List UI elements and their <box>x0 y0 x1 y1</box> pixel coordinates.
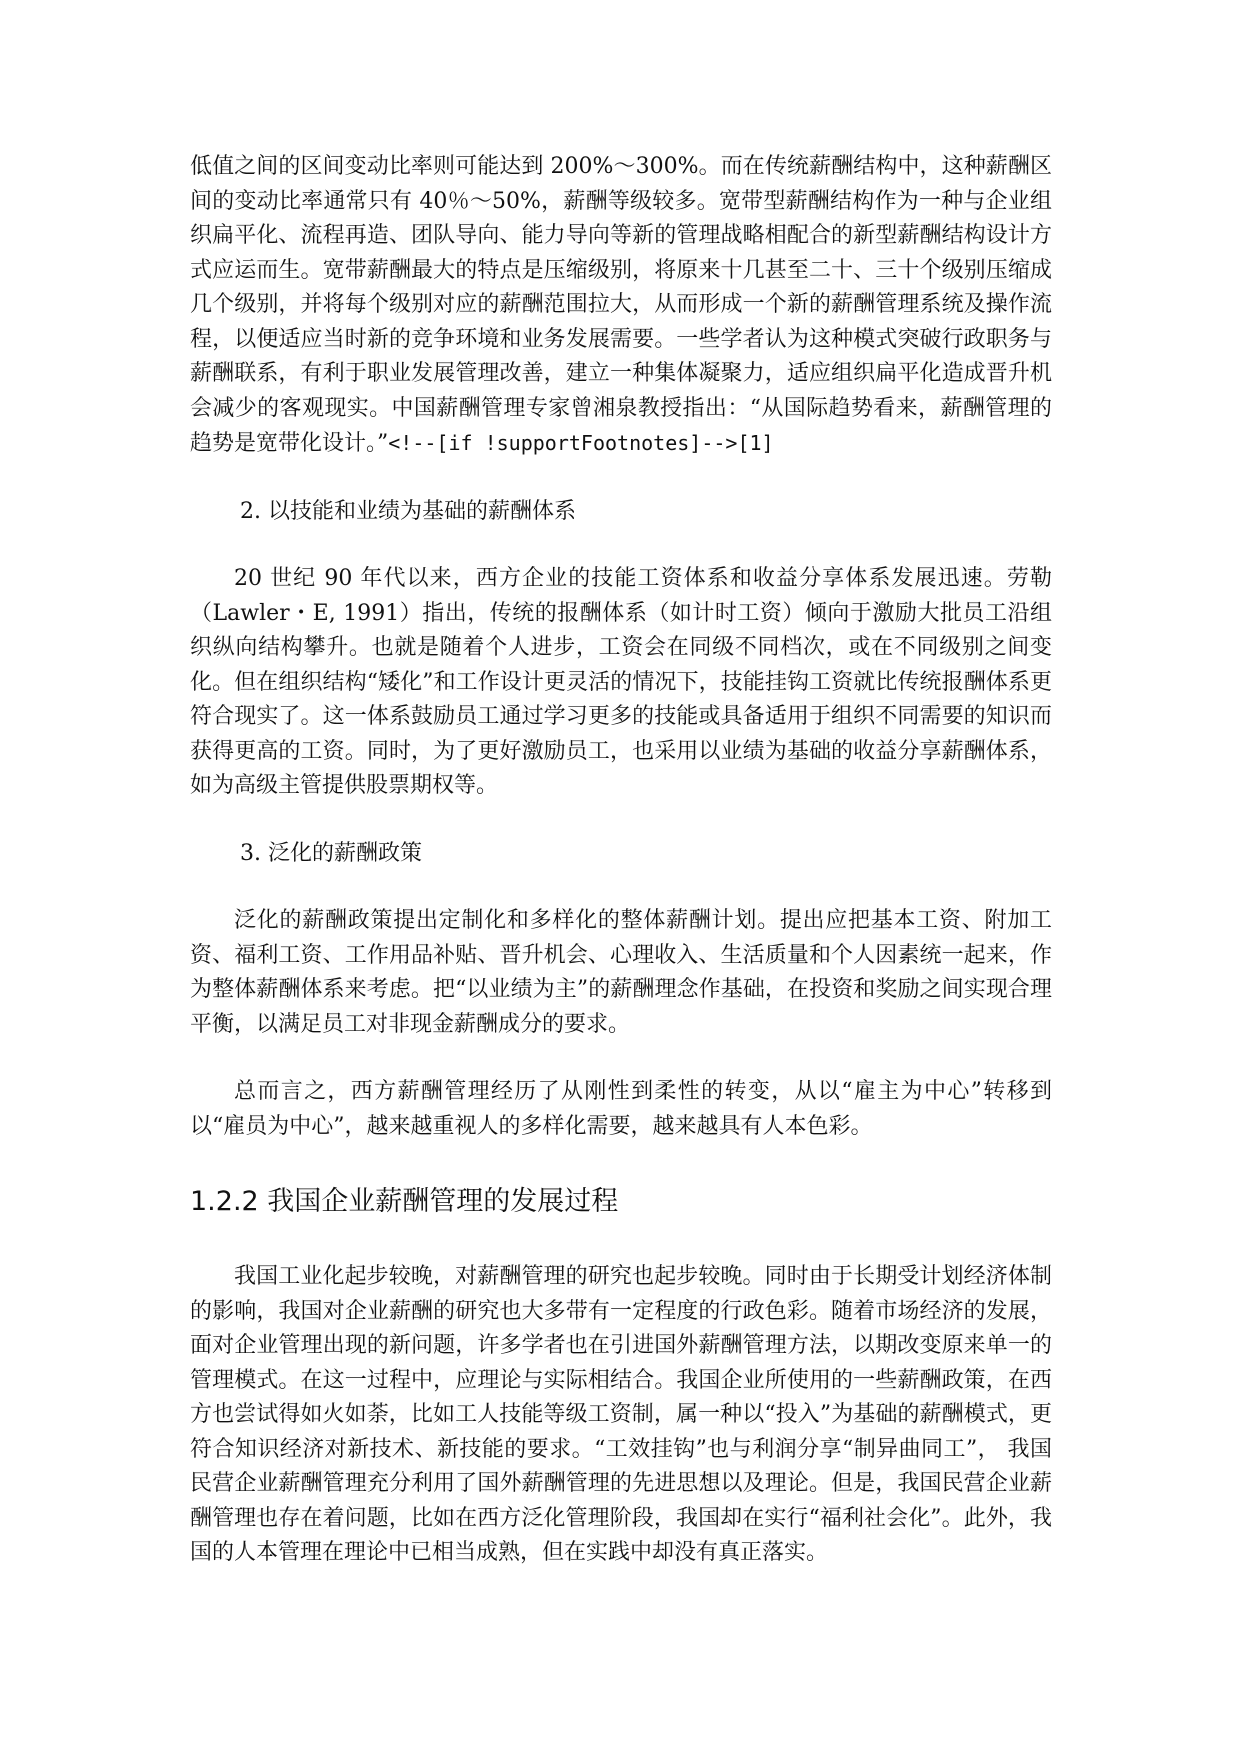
section-title: 1.2.2 我国企业薪酬管理的发展过程 <box>190 1186 619 1217</box>
document-body <box>190 150 1052 1571</box>
paragraph-generalized-policy: 泛化的薪酬政策提出定制化和多样化的整体薪酬计划。提出应把基本工资、附加工资、福利工资、工作用品补贴、晋升机会、心理收入、生活质量和个人因素统一起来，作为整体薪酬体系来考虑。把“以业绩为主”的薪酬理念作基础，在投资和奖励之间实现合理平衡，以满足员工对非现金薪酬成分的要求。 <box>190 908 1052 1037</box>
paragraph-skill-performance: 20 世纪 90 年代以来，西方企业的技能工资体系和收益分享体系发展迅速。劳勒（Lawler・E, 1991）指出，传统的报酬体系（如计时工资）倾向于激励大批员工沿组织纵向结构攀升。也就是随着个人进步，工资会在同级不同档次，或在不同级别之间变化。但在组织结构“矮化”和工作设计更灵活的情况下，技能挂钩工资就比传统报酬体系更符合现实了。这一体系鼓励员工通过学习更多的技能或具备适用于组织不同需要的知识而获得更高的工资。同时，为了更好激励员工，也采用以业绩为基础的收益分享薪酬体系，如为高级主管提供股票期权等。 <box>190 566 1052 798</box>
subheading-generalized-policy: 3. 泛化的薪酬政策 <box>240 840 422 866</box>
subheading-skill-performance: 2. 以技能和业绩为基础的薪酬体系 <box>240 498 576 524</box>
paragraph-text: 低值之间的区间变动比率则可能达到 200%～300%。而在传统薪酬结构中，这种薪酬区间的变动比率通常只有 40％～50%，薪酬等级较多。宽带型薪酬结构作为一种与企业组织扁平化、流程再造、团队导向、能力导向等新的管理战略相配合的新型薪酬结构设计方式应运而生。宽带薪酬最大的特点是压缩级别，将原来十几甚至二十、三十个级别压缩成几个级别，并将每个级别对应的薪酬范围拉大，从而形成一个新的薪酬管理系统及操作流程，以便适应当时新的竞争环境和业务发展需要。一些学者认为这种模式突破行政职务与薪酬联系，有利于职业发展管理改善，建立一种集体凝聚力，适应组织扁平化造成晋升机会减少的客观现实。中国薪酬管理专家曾湘泉教授指出：“从国际趋势看来，薪酬管理的趋势是宽带化设计。” <box>190 154 1052 456</box>
paragraph-broadband-salary <box>190 150 1052 462</box>
footnote-marker: <!--[if !supportFootnotes]-->[1] <box>388 431 774 455</box>
paragraph-china-development: 我国工业化起步较晚，对薪酬管理的研究也起步较晚。同时由于长期受计划经济体制的影响，我国对企业薪酬的研究也大多带有一定程度的行政色彩。随着市场经济的发展，面对企业管理出现的新问题，许多学者也在引进国外薪酬管理方法，以期改变原来单一的管理模式。在这一过程中，应理论与实际相结合。我国企业所使用的一些薪酬政策，在西方也尝试得如火如荼，比如工人技能等级工资制，属一种以“投入”为基础的薪酬模式，更符合知识经济对新技术、新技能的要求。“工效挂钩”也与利润分享“制异曲同工”， 我国民营企业薪酬管理充分利用了国外薪酬管理的先进思想以及理论。但是，我国民营企业薪酬管理也存在着问题，比如在西方泛化管理阶段，我国却在实行“福利社会化”。此外，我国的人本管理在理论中已相当成熟，但在实践中却没有真正落实。 <box>190 1264 1052 1565</box>
paragraph-summary: 总而言之，西方薪酬管理经历了从刚性到柔性的转变，从以“雇主为中心”转移到以“雇员为中心”，越来越重视人的多样化需要，越来越具有人本色彩。 <box>190 1079 1052 1139</box>
